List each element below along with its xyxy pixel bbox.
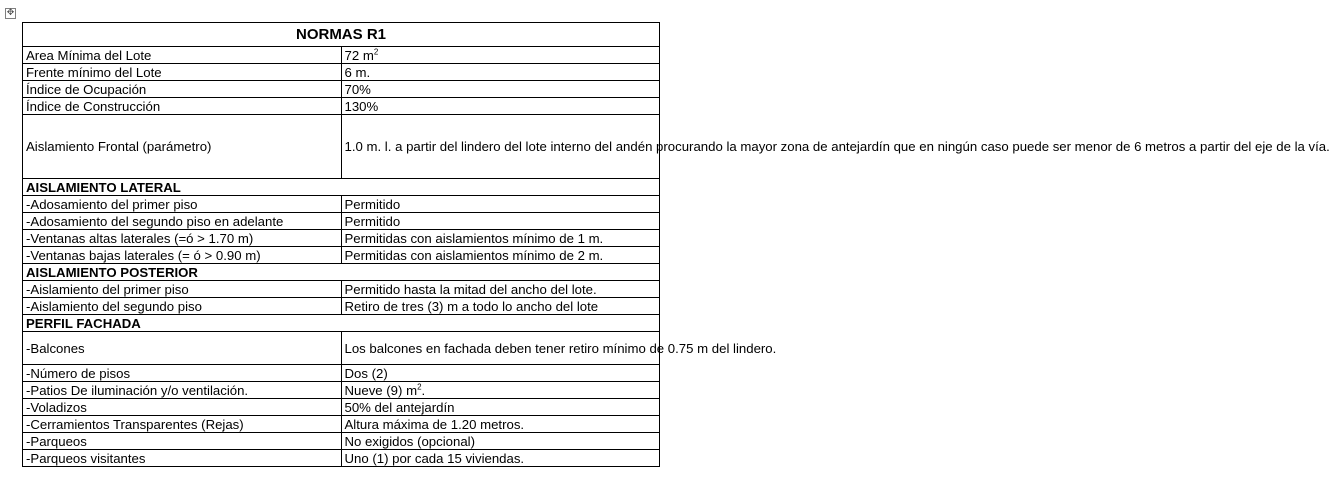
table-row	[23, 332, 660, 365]
row-label: -Parqueos visitantes	[23, 450, 342, 467]
row-label: -Balcones	[23, 332, 342, 365]
row-label: Índice de Construcción	[23, 98, 342, 115]
section-heading: AISLAMIENTO LATERAL	[23, 179, 660, 196]
row-value: No exigidos (opcional)	[341, 433, 660, 450]
table-row	[23, 298, 660, 315]
table-row	[23, 64, 660, 81]
table-title: NORMAS R1	[23, 23, 660, 47]
row-value	[341, 47, 660, 64]
normas-table	[22, 22, 1330, 467]
table-row	[23, 230, 660, 247]
section-heading: AISLAMIENTO POSTERIOR	[23, 264, 660, 281]
row-value: 70%	[341, 81, 660, 98]
table-row	[23, 365, 660, 382]
table-move-handle-icon[interactable]: ✥	[6, 8, 15, 18]
row-value: 1.0 m. l. a partir del lindero del lote interno del andén procurando la mayor zona de antejardín que en ningún caso puede ser menor de 6 metros a partir del eje de la vía.	[341, 115, 660, 179]
row-label: -Adosamiento del segundo piso en adelante	[23, 213, 342, 230]
table-row	[23, 213, 660, 230]
row-label: -Número de pisos	[23, 365, 342, 382]
table-row	[23, 450, 660, 467]
table-row	[23, 382, 660, 399]
row-label: -Cerramientos Transparentes (Rejas)	[23, 416, 342, 433]
value-text: 72 m	[344, 47, 374, 63]
table-row	[23, 81, 660, 98]
row-label: Area Mínima del Lote	[23, 47, 342, 64]
table-row	[23, 47, 660, 64]
table-row	[23, 433, 660, 450]
table-row	[23, 196, 660, 213]
table-row	[23, 115, 660, 179]
section-heading-row	[23, 264, 660, 281]
row-value: Permitido	[341, 213, 660, 230]
row-label: -Ventanas altas laterales (=ó > 1.70 m)	[23, 230, 342, 247]
table-row	[23, 247, 660, 264]
section-heading-row	[23, 179, 660, 196]
row-value: Altura máxima de 1.20 metros.	[341, 416, 660, 433]
row-value: Dos (2)	[341, 365, 660, 382]
row-value: Los balcones en fachada deben tener retiro mínimo de 0.75 m del lindero.	[341, 332, 660, 365]
row-label: -Voladizos	[23, 399, 342, 416]
table-row	[23, 416, 660, 433]
row-label: Aislamiento Frontal (parámetro)	[23, 115, 342, 179]
row-value: Uno (1) por cada 15 viviendas.	[341, 450, 660, 467]
row-value: 130%	[341, 98, 660, 115]
section-heading: PERFIL FACHADA	[23, 315, 660, 332]
row-value: Permitidas con aislamientos mínimo de 1 m.	[341, 230, 660, 247]
section-heading-row	[23, 315, 660, 332]
row-value: 50% del antejardín	[341, 399, 660, 416]
title-row	[23, 23, 660, 47]
value-suffix: .	[421, 382, 426, 398]
table-row	[23, 281, 660, 298]
row-label: -Parqueos	[23, 433, 342, 450]
row-label: -Patios De iluminación y/o ventilación.	[23, 382, 342, 399]
value-superscript: 2	[373, 47, 379, 57]
row-label: -Adosamiento del primer piso	[23, 196, 342, 213]
value-text: Nueve (9) m	[344, 382, 418, 398]
value-superscript: 2	[417, 382, 422, 392]
row-label: Índice de Ocupación	[23, 81, 342, 98]
row-value: 6 m.	[341, 64, 660, 81]
row-label: -Aislamiento del segundo piso	[23, 298, 342, 315]
row-value: Permitido hasta la mitad del ancho del lote.	[341, 281, 660, 298]
row-value	[341, 382, 660, 399]
row-label: -Ventanas bajas laterales (= ó > 0.90 m)	[23, 247, 342, 264]
table-row	[23, 98, 660, 115]
row-value: Permitido	[341, 196, 660, 213]
row-label: Frente mínimo del Lote	[23, 64, 342, 81]
row-value: Retiro de tres (3) m a todo lo ancho del lote	[341, 298, 660, 315]
table-row	[23, 399, 660, 416]
row-value: Permitidas con aislamientos mínimo de 2 m.	[341, 247, 660, 264]
row-label: -Aislamiento del primer piso	[23, 281, 342, 298]
